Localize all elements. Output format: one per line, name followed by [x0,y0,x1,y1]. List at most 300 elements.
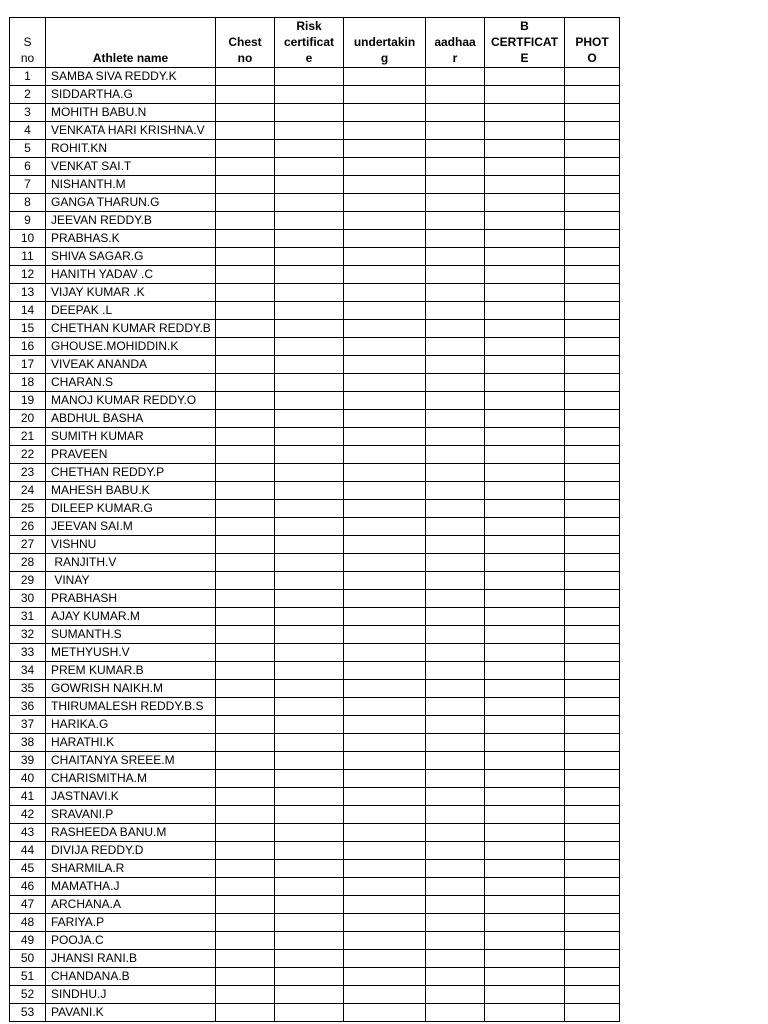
undertaking-cell[interactable] [344,428,426,446]
aadhaar-cell[interactable] [426,932,485,950]
risk-certificate-cell[interactable] [275,518,344,536]
chest-no-cell[interactable] [216,446,275,464]
aadhaar-cell[interactable] [426,446,485,464]
chest-no-cell[interactable] [216,572,275,590]
chest-no-cell[interactable] [216,752,275,770]
aadhaar-cell[interactable] [426,356,485,374]
photo-cell[interactable] [565,788,620,806]
aadhaar-cell[interactable] [426,788,485,806]
b-certificate-cell[interactable] [485,788,565,806]
chest-no-cell[interactable] [216,896,275,914]
undertaking-cell[interactable] [344,932,426,950]
b-certificate-cell[interactable] [485,374,565,392]
risk-certificate-cell[interactable] [275,626,344,644]
b-certificate-cell[interactable] [485,608,565,626]
photo-cell[interactable] [565,86,620,104]
b-certificate-cell[interactable] [485,698,565,716]
risk-certificate-cell[interactable] [275,284,344,302]
chest-no-cell[interactable] [216,320,275,338]
chest-no-cell[interactable] [216,662,275,680]
aadhaar-cell[interactable] [426,320,485,338]
b-certificate-cell[interactable] [485,626,565,644]
b-certificate-cell[interactable] [485,482,565,500]
risk-certificate-cell[interactable] [275,752,344,770]
chest-no-cell[interactable] [216,824,275,842]
photo-cell[interactable] [565,770,620,788]
aadhaar-cell[interactable] [426,662,485,680]
b-certificate-cell[interactable] [485,536,565,554]
aadhaar-cell[interactable] [426,554,485,572]
risk-certificate-cell[interactable] [275,608,344,626]
photo-cell[interactable] [565,122,620,140]
photo-cell[interactable] [565,878,620,896]
photo-cell[interactable] [565,212,620,230]
b-certificate-cell[interactable] [485,752,565,770]
aadhaar-cell[interactable] [426,842,485,860]
chest-no-cell[interactable] [216,716,275,734]
risk-certificate-cell[interactable] [275,140,344,158]
aadhaar-cell[interactable] [426,1004,485,1022]
undertaking-cell[interactable] [344,392,426,410]
undertaking-cell[interactable] [344,662,426,680]
b-certificate-cell[interactable] [485,896,565,914]
chest-no-cell[interactable] [216,68,275,86]
b-certificate-cell[interactable] [485,194,565,212]
chest-no-cell[interactable] [216,950,275,968]
b-certificate-cell[interactable] [485,284,565,302]
risk-certificate-cell[interactable] [275,572,344,590]
undertaking-cell[interactable] [344,572,426,590]
aadhaar-cell[interactable] [426,968,485,986]
undertaking-cell[interactable] [344,482,426,500]
b-certificate-cell[interactable] [485,428,565,446]
chest-no-cell[interactable] [216,410,275,428]
undertaking-cell[interactable] [344,608,426,626]
b-certificate-cell[interactable] [485,518,565,536]
aadhaar-cell[interactable] [426,914,485,932]
chest-no-cell[interactable] [216,104,275,122]
aadhaar-cell[interactable] [426,230,485,248]
b-certificate-cell[interactable] [485,122,565,140]
risk-certificate-cell[interactable] [275,680,344,698]
photo-cell[interactable] [565,176,620,194]
risk-certificate-cell[interactable] [275,896,344,914]
photo-cell[interactable] [565,158,620,176]
aadhaar-cell[interactable] [426,410,485,428]
b-certificate-cell[interactable] [485,212,565,230]
b-certificate-cell[interactable] [485,320,565,338]
photo-cell[interactable] [565,392,620,410]
photo-cell[interactable] [565,986,620,1004]
chest-no-cell[interactable] [216,482,275,500]
undertaking-cell[interactable] [344,356,426,374]
chest-no-cell[interactable] [216,86,275,104]
risk-certificate-cell[interactable] [275,662,344,680]
undertaking-cell[interactable] [344,554,426,572]
aadhaar-cell[interactable] [426,950,485,968]
chest-no-cell[interactable] [216,212,275,230]
chest-no-cell[interactable] [216,302,275,320]
chest-no-cell[interactable] [216,554,275,572]
photo-cell[interactable] [565,320,620,338]
undertaking-cell[interactable] [344,986,426,1004]
aadhaar-cell[interactable] [426,464,485,482]
risk-certificate-cell[interactable] [275,554,344,572]
chest-no-cell[interactable] [216,248,275,266]
undertaking-cell[interactable] [344,824,426,842]
aadhaar-cell[interactable] [426,158,485,176]
undertaking-cell[interactable] [344,626,426,644]
risk-certificate-cell[interactable] [275,986,344,1004]
undertaking-cell[interactable] [344,86,426,104]
photo-cell[interactable] [565,266,620,284]
b-certificate-cell[interactable] [485,770,565,788]
aadhaar-cell[interactable] [426,392,485,410]
chest-no-cell[interactable] [216,1004,275,1022]
undertaking-cell[interactable] [344,338,426,356]
undertaking-cell[interactable] [344,140,426,158]
aadhaar-cell[interactable] [426,770,485,788]
undertaking-cell[interactable] [344,122,426,140]
risk-certificate-cell[interactable] [275,1004,344,1022]
undertaking-cell[interactable] [344,500,426,518]
b-certificate-cell[interactable] [485,842,565,860]
risk-certificate-cell[interactable] [275,824,344,842]
photo-cell[interactable] [565,410,620,428]
aadhaar-cell[interactable] [426,590,485,608]
b-certificate-cell[interactable] [485,176,565,194]
risk-certificate-cell[interactable] [275,860,344,878]
undertaking-cell[interactable] [344,410,426,428]
risk-certificate-cell[interactable] [275,932,344,950]
photo-cell[interactable] [565,608,620,626]
risk-certificate-cell[interactable] [275,122,344,140]
undertaking-cell[interactable] [344,68,426,86]
photo-cell[interactable] [565,374,620,392]
chest-no-cell[interactable] [216,860,275,878]
aadhaar-cell[interactable] [426,896,485,914]
aadhaar-cell[interactable] [426,518,485,536]
risk-certificate-cell[interactable] [275,266,344,284]
photo-cell[interactable] [565,428,620,446]
photo-cell[interactable] [565,626,620,644]
aadhaar-cell[interactable] [426,644,485,662]
photo-cell[interactable] [565,734,620,752]
photo-cell[interactable] [565,104,620,122]
photo-cell[interactable] [565,338,620,356]
chest-no-cell[interactable] [216,590,275,608]
aadhaar-cell[interactable] [426,86,485,104]
undertaking-cell[interactable] [344,860,426,878]
photo-cell[interactable] [565,950,620,968]
photo-cell[interactable] [565,914,620,932]
aadhaar-cell[interactable] [426,734,485,752]
photo-cell[interactable] [565,536,620,554]
b-certificate-cell[interactable] [485,860,565,878]
chest-no-cell[interactable] [216,914,275,932]
undertaking-cell[interactable] [344,518,426,536]
photo-cell[interactable] [565,482,620,500]
aadhaar-cell[interactable] [426,878,485,896]
undertaking-cell[interactable] [344,104,426,122]
risk-certificate-cell[interactable] [275,248,344,266]
chest-no-cell[interactable] [216,392,275,410]
undertaking-cell[interactable] [344,1004,426,1022]
chest-no-cell[interactable] [216,968,275,986]
undertaking-cell[interactable] [344,968,426,986]
risk-certificate-cell[interactable] [275,734,344,752]
aadhaar-cell[interactable] [426,248,485,266]
photo-cell[interactable] [565,302,620,320]
risk-certificate-cell[interactable] [275,104,344,122]
chest-no-cell[interactable] [216,266,275,284]
chest-no-cell[interactable] [216,734,275,752]
risk-certificate-cell[interactable] [275,968,344,986]
chest-no-cell[interactable] [216,140,275,158]
risk-certificate-cell[interactable] [275,194,344,212]
undertaking-cell[interactable] [344,644,426,662]
undertaking-cell[interactable] [344,230,426,248]
photo-cell[interactable] [565,932,620,950]
aadhaar-cell[interactable] [426,536,485,554]
b-certificate-cell[interactable] [485,500,565,518]
risk-certificate-cell[interactable] [275,716,344,734]
aadhaar-cell[interactable] [426,680,485,698]
risk-certificate-cell[interactable] [275,482,344,500]
b-certificate-cell[interactable] [485,158,565,176]
chest-no-cell[interactable] [216,500,275,518]
risk-certificate-cell[interactable] [275,392,344,410]
undertaking-cell[interactable] [344,914,426,932]
photo-cell[interactable] [565,824,620,842]
b-certificate-cell[interactable] [485,986,565,1004]
undertaking-cell[interactable] [344,374,426,392]
chest-no-cell[interactable] [216,986,275,1004]
aadhaar-cell[interactable] [426,482,485,500]
chest-no-cell[interactable] [216,626,275,644]
photo-cell[interactable] [565,446,620,464]
risk-certificate-cell[interactable] [275,590,344,608]
undertaking-cell[interactable] [344,464,426,482]
aadhaar-cell[interactable] [426,68,485,86]
b-certificate-cell[interactable] [485,446,565,464]
undertaking-cell[interactable] [344,752,426,770]
undertaking-cell[interactable] [344,734,426,752]
photo-cell[interactable] [565,464,620,482]
chest-no-cell[interactable] [216,644,275,662]
undertaking-cell[interactable] [344,302,426,320]
undertaking-cell[interactable] [344,266,426,284]
b-certificate-cell[interactable] [485,734,565,752]
b-certificate-cell[interactable] [485,716,565,734]
risk-certificate-cell[interactable] [275,428,344,446]
photo-cell[interactable] [565,572,620,590]
risk-certificate-cell[interactable] [275,176,344,194]
b-certificate-cell[interactable] [485,554,565,572]
photo-cell[interactable] [565,644,620,662]
risk-certificate-cell[interactable] [275,338,344,356]
aadhaar-cell[interactable] [426,824,485,842]
chest-no-cell[interactable] [216,806,275,824]
b-certificate-cell[interactable] [485,914,565,932]
aadhaar-cell[interactable] [426,122,485,140]
risk-certificate-cell[interactable] [275,500,344,518]
undertaking-cell[interactable] [344,590,426,608]
b-certificate-cell[interactable] [485,356,565,374]
undertaking-cell[interactable] [344,248,426,266]
b-certificate-cell[interactable] [485,68,565,86]
b-certificate-cell[interactable] [485,878,565,896]
b-certificate-cell[interactable] [485,968,565,986]
chest-no-cell[interactable] [216,338,275,356]
b-certificate-cell[interactable] [485,1004,565,1022]
risk-certificate-cell[interactable] [275,788,344,806]
chest-no-cell[interactable] [216,194,275,212]
aadhaar-cell[interactable] [426,266,485,284]
chest-no-cell[interactable] [216,230,275,248]
aadhaar-cell[interactable] [426,806,485,824]
photo-cell[interactable] [565,662,620,680]
undertaking-cell[interactable] [344,176,426,194]
aadhaar-cell[interactable] [426,338,485,356]
photo-cell[interactable] [565,806,620,824]
risk-certificate-cell[interactable] [275,806,344,824]
photo-cell[interactable] [565,752,620,770]
chest-no-cell[interactable] [216,878,275,896]
b-certificate-cell[interactable] [485,680,565,698]
risk-certificate-cell[interactable] [275,410,344,428]
photo-cell[interactable] [565,68,620,86]
photo-cell[interactable] [565,248,620,266]
aadhaar-cell[interactable] [426,302,485,320]
photo-cell[interactable] [565,230,620,248]
chest-no-cell[interactable] [216,122,275,140]
risk-certificate-cell[interactable] [275,770,344,788]
aadhaar-cell[interactable] [426,716,485,734]
b-certificate-cell[interactable] [485,140,565,158]
b-certificate-cell[interactable] [485,104,565,122]
aadhaar-cell[interactable] [426,698,485,716]
b-certificate-cell[interactable] [485,392,565,410]
risk-certificate-cell[interactable] [275,950,344,968]
undertaking-cell[interactable] [344,842,426,860]
b-certificate-cell[interactable] [485,950,565,968]
photo-cell[interactable] [565,518,620,536]
photo-cell[interactable] [565,680,620,698]
undertaking-cell[interactable] [344,878,426,896]
b-certificate-cell[interactable] [485,338,565,356]
chest-no-cell[interactable] [216,518,275,536]
aadhaar-cell[interactable] [426,860,485,878]
undertaking-cell[interactable] [344,788,426,806]
chest-no-cell[interactable] [216,536,275,554]
undertaking-cell[interactable] [344,896,426,914]
photo-cell[interactable] [565,968,620,986]
photo-cell[interactable] [565,356,620,374]
aadhaar-cell[interactable] [426,752,485,770]
undertaking-cell[interactable] [344,950,426,968]
undertaking-cell[interactable] [344,716,426,734]
b-certificate-cell[interactable] [485,806,565,824]
risk-certificate-cell[interactable] [275,698,344,716]
chest-no-cell[interactable] [216,770,275,788]
aadhaar-cell[interactable] [426,500,485,518]
b-certificate-cell[interactable] [485,86,565,104]
photo-cell[interactable] [565,554,620,572]
chest-no-cell[interactable] [216,680,275,698]
aadhaar-cell[interactable] [426,608,485,626]
undertaking-cell[interactable] [344,698,426,716]
aadhaar-cell[interactable] [426,284,485,302]
b-certificate-cell[interactable] [485,824,565,842]
chest-no-cell[interactable] [216,698,275,716]
chest-no-cell[interactable] [216,428,275,446]
risk-certificate-cell[interactable] [275,356,344,374]
chest-no-cell[interactable] [216,176,275,194]
undertaking-cell[interactable] [344,770,426,788]
aadhaar-cell[interactable] [426,104,485,122]
b-certificate-cell[interactable] [485,464,565,482]
undertaking-cell[interactable] [344,158,426,176]
risk-certificate-cell[interactable] [275,320,344,338]
chest-no-cell[interactable] [216,356,275,374]
risk-certificate-cell[interactable] [275,68,344,86]
risk-certificate-cell[interactable] [275,536,344,554]
risk-certificate-cell[interactable] [275,842,344,860]
undertaking-cell[interactable] [344,212,426,230]
photo-cell[interactable] [565,284,620,302]
undertaking-cell[interactable] [344,536,426,554]
risk-certificate-cell[interactable] [275,158,344,176]
risk-certificate-cell[interactable] [275,86,344,104]
risk-certificate-cell[interactable] [275,464,344,482]
photo-cell[interactable] [565,194,620,212]
b-certificate-cell[interactable] [485,572,565,590]
chest-no-cell[interactable] [216,284,275,302]
aadhaar-cell[interactable] [426,140,485,158]
risk-certificate-cell[interactable] [275,914,344,932]
photo-cell[interactable] [565,860,620,878]
aadhaar-cell[interactable] [426,572,485,590]
photo-cell[interactable] [565,698,620,716]
undertaking-cell[interactable] [344,680,426,698]
risk-certificate-cell[interactable] [275,230,344,248]
photo-cell[interactable] [565,140,620,158]
aadhaar-cell[interactable] [426,986,485,1004]
risk-certificate-cell[interactable] [275,446,344,464]
chest-no-cell[interactable] [216,464,275,482]
b-certificate-cell[interactable] [485,662,565,680]
aadhaar-cell[interactable] [426,176,485,194]
aadhaar-cell[interactable] [426,374,485,392]
b-certificate-cell[interactable] [485,644,565,662]
b-certificate-cell[interactable] [485,302,565,320]
b-certificate-cell[interactable] [485,590,565,608]
risk-certificate-cell[interactable] [275,212,344,230]
chest-no-cell[interactable] [216,608,275,626]
b-certificate-cell[interactable] [485,932,565,950]
chest-no-cell[interactable] [216,842,275,860]
photo-cell[interactable] [565,500,620,518]
photo-cell[interactable] [565,716,620,734]
b-certificate-cell[interactable] [485,248,565,266]
photo-cell[interactable] [565,842,620,860]
aadhaar-cell[interactable] [426,428,485,446]
chest-no-cell[interactable] [216,158,275,176]
chest-no-cell[interactable] [216,788,275,806]
b-certificate-cell[interactable] [485,410,565,428]
undertaking-cell[interactable] [344,320,426,338]
